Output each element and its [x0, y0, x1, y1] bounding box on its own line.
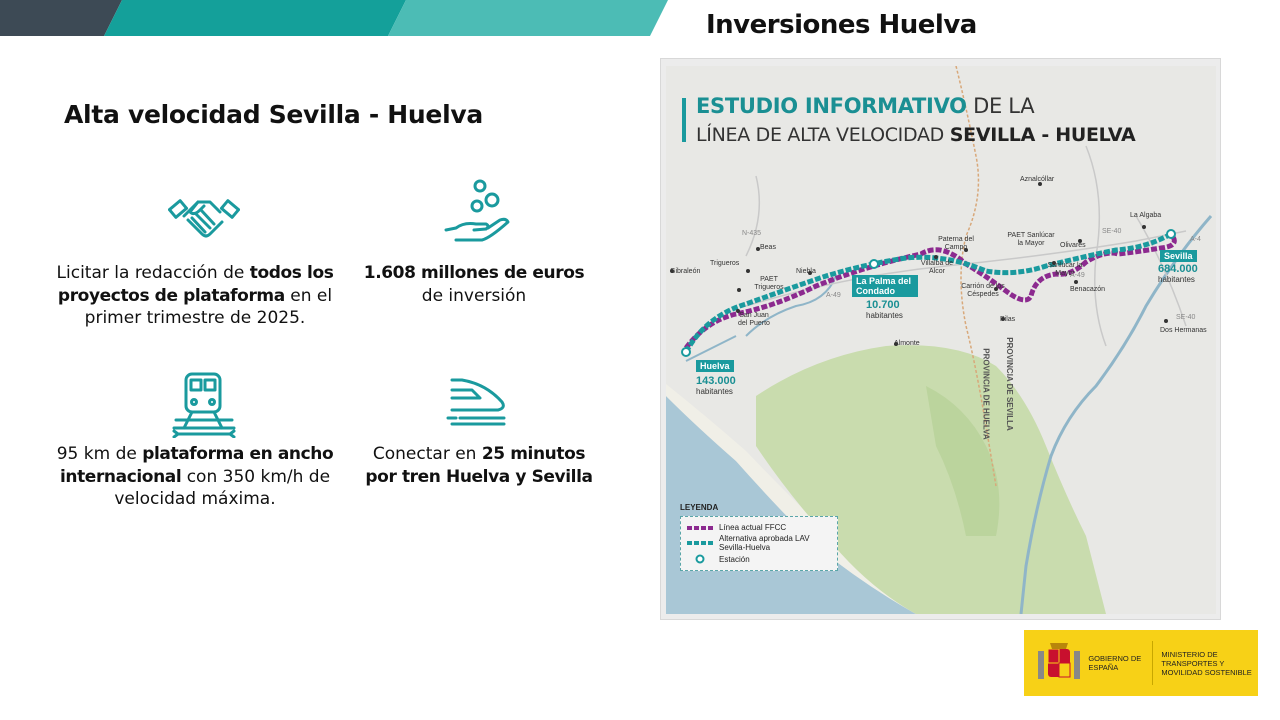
section-subtitle: Alta velocidad Sevilla - Huelva [64, 100, 483, 129]
town-label: Beas [760, 244, 776, 251]
legend-item-new: Alternativa aprobada LAV Sevilla-Huelva [687, 534, 831, 552]
legend-title: LEYENDA [680, 503, 719, 512]
feature-projects: Licitar la redacción de todos los proyectos de plataforma en el primer trimestre de 2025. [56, 263, 334, 328]
town-label: Benacazón [1070, 286, 1106, 293]
logo-text-ministerio: MINISTERIO DE TRANSPORTES Y MOVILIDAD SOSTENIBLE [1161, 649, 1252, 677]
map-legend [680, 503, 838, 571]
station-tag-palma: La Palma del Condado [852, 275, 918, 297]
town-label: Sanlúcar la Mayor [1047, 262, 1083, 277]
header-bars [0, 0, 680, 36]
page-title: Inversiones Huelva [706, 10, 977, 40]
town-label: Paterna del Campo [938, 236, 974, 251]
station-tag-sevilla: Sevilla [1160, 250, 1197, 262]
map-title-accent [682, 98, 686, 142]
legend-item-station: Estación [687, 554, 831, 564]
road-label: A-4 [1190, 236, 1201, 243]
road-label: N-435 [742, 230, 762, 237]
town-label: Villalba de Alcor [920, 260, 954, 275]
town-label: PAET Sanlúcar la Mayor [1007, 232, 1055, 247]
town-label: Dos Hermanas [1160, 327, 1207, 334]
feature-connection: Conectar en 25 minutos por tren Huelva y Sevilla [365, 444, 593, 487]
town-label: San Juan del Puerto [738, 312, 770, 327]
town-label: Pilas [1000, 316, 1016, 323]
coat-of-arms-icon [1034, 635, 1082, 691]
town-label: Carrión de los Céspedes [961, 283, 1005, 298]
legend-item-existing: Línea actual FFCC [687, 523, 831, 532]
legend-station-icon [687, 554, 713, 564]
handshake-icon [168, 190, 240, 250]
feature-investment: 1.608 millones de euros de inversión [363, 263, 585, 306]
map-title-line2: LÍNEA DE ALTA VELOCIDAD SEVILLA - HUELVA [696, 124, 1136, 146]
road-label: A-49 [826, 292, 841, 299]
feature-platform: 95 km de plataforma en ancho internacional con 350 km/h de velocidad máxima. [56, 444, 334, 509]
hand-coins-icon [442, 178, 514, 248]
header-bar-dark [0, 0, 122, 36]
map-title-line1: ESTUDIO INFORMATIVO DE LA [696, 94, 1035, 118]
road-label: SE-40 [1102, 228, 1122, 235]
town-label: Almonte [894, 340, 920, 347]
legend-swatch-teal [687, 540, 713, 546]
legend-box [680, 516, 838, 571]
legend-swatch-purple [687, 525, 713, 531]
header-bar-teal [104, 0, 406, 36]
pop-huelva: 143.000 habitantes [696, 375, 736, 396]
town-label: Trigueros [710, 260, 740, 267]
header-bar-light [388, 0, 668, 36]
town-label: Gibraleón [670, 268, 701, 275]
station-palma-marker [870, 260, 878, 268]
pop-palma: 10.700 habitantes [866, 299, 903, 320]
road-label: A-49 [1070, 272, 1085, 279]
government-logo [1024, 630, 1258, 696]
station-tag-huelva: Huelva [696, 360, 734, 372]
road-label: SE-40 [1176, 314, 1196, 321]
logo-divider [1152, 641, 1153, 685]
pop-sevilla: 684.000 habitantes [1158, 263, 1198, 284]
station-sevilla-marker [1167, 230, 1175, 238]
town-label: PAET Trigueros [754, 276, 784, 291]
town-label: Aznalcóllar [1020, 176, 1055, 183]
high-speed-train-icon [446, 376, 510, 428]
town-label: Olivares [1060, 242, 1086, 249]
logo-text-gobierno: GOBIERNO DE ESPAÑA [1088, 654, 1142, 672]
station-huelva-marker [682, 348, 690, 356]
province-label-sevilla: PROVINCIA DE SEVILLA [1004, 337, 1014, 431]
town-label: La Algaba [1130, 212, 1162, 219]
town-label: Niebla [796, 268, 816, 275]
province-label-huelva: PROVINCIA DE HUELVA [981, 348, 991, 440]
train-track-icon [170, 370, 238, 438]
